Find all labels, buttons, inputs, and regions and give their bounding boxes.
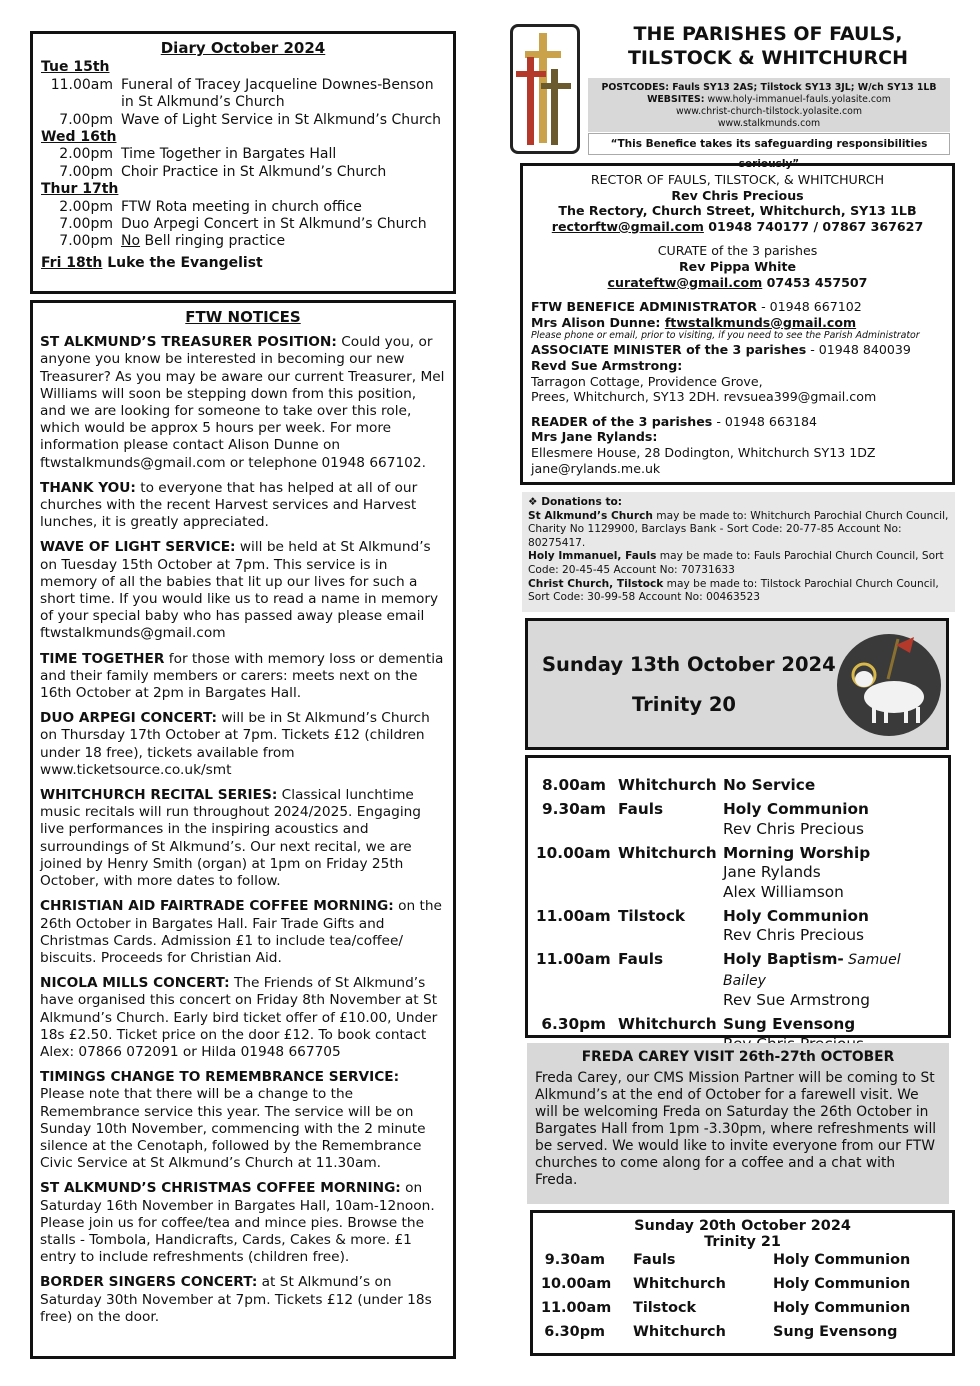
diary-time: 7.00pm — [59, 111, 113, 128]
diary-feast-text: Luke the Evangelist — [102, 254, 263, 271]
service-name: Sung Evensong — [723, 1015, 856, 1033]
freda-visit-box — [527, 1043, 949, 1204]
admin-name: Mrs Alison Dunne: — [531, 314, 665, 330]
admin-title: FTW BENEFICE ADMINISTRATOR — [531, 299, 758, 315]
service-row — [541, 1323, 944, 1341]
sunday20-box — [530, 1210, 955, 1356]
diary-day-label: Thur 17th — [41, 181, 119, 198]
lamb-of-god-icon — [836, 633, 942, 737]
diary-day — [41, 59, 445, 129]
curate-phone: 07453 457507 — [762, 274, 868, 290]
rector-email-link[interactable]: rectorftw@gmail.com — [551, 218, 704, 234]
diary-entry — [41, 199, 445, 216]
diary-time: 11.00am — [50, 76, 113, 93]
parish-title-line2: TILSTOCK & WHITCHURCH — [627, 47, 909, 69]
sunday20-date: Sunday 20th October 2024 — [634, 1218, 851, 1234]
sunday13-services — [525, 755, 951, 1038]
notice-body: will be in St Alkmund’s Church on Thursday 17th October at 7pm. Tickets £12 (children under 18 free), tickets available from www.ticketsource.co.uk/smt — [40, 710, 430, 778]
diary-event: Wave of Light Service in St Alkmund’s Church — [121, 111, 442, 128]
diary-event-no: No — [121, 233, 141, 250]
sunday20-trinity: Trinity 21 — [704, 1234, 781, 1250]
notice-heading: THANK YOU: — [40, 479, 136, 496]
notice-body: for those with memory loss or dementia and their family members or carers: meets next on the 16th October at 2pm in Bargates Hall. — [40, 650, 444, 702]
notice-body: will be held at St Alkmund’s on Tuesday 15th October at 7pm. This service is in memory of all the babies that lit up our lives for such a short time. If you would like us to read a name in memory of your special baby who has passed away please email ftwstalkmunds@gmail.com — [40, 539, 439, 642]
freda-body: Freda Carey, our CMS Mission Partner will be coming to St Alkmund’s at the end of October for a farewell visit. We will be welcoming Freda on Saturday the 26th October in Bargates Hall from 1pm -3.30pm, where refreshments will be served. We would like to invite everyone from our FTW churches to come along for a coffee and a chat with Freda. — [535, 1070, 937, 1188]
freda-title: FREDA CAREY VISIT 26th-27th OCTOBER — [581, 1049, 895, 1065]
notice-heading: TIMINGS CHANGE TO REMEMBRANCE SERVICE: — [40, 1069, 400, 1086]
website-link[interactable]: www.christ-church-tilstock.yolasite.com — [675, 106, 863, 117]
diary-entry — [41, 77, 445, 112]
rector-name: Rev Chris Precious — [671, 187, 804, 203]
service-time: 10.00am — [536, 843, 611, 862]
reader-title: READER of the 3 parishes — [531, 413, 713, 429]
rector-phone: 01948 740177 / 07867 367627 — [703, 218, 924, 234]
notice-heading: NICOLA MILLS CONCERT: — [40, 975, 230, 992]
admin-phone: - 01948 667102 — [757, 299, 862, 315]
service-time: 8.00am — [541, 776, 606, 794]
diary-entry — [41, 146, 445, 163]
notice-item — [40, 898, 446, 967]
reader-name: Mrs Jane Rylands: — [531, 429, 658, 445]
service-row — [536, 800, 940, 839]
service-place: Fauls — [618, 800, 664, 818]
service-name: Holy Communion — [723, 800, 869, 818]
notice-item — [40, 480, 446, 532]
service-place: Fauls — [618, 950, 664, 968]
crosses-logo-icon — [510, 24, 580, 154]
sunday13-trinity: Trinity 20 — [632, 693, 736, 716]
notice-body: on the 26th October in Bargates Hall. Fair Trade Gifts and Christmas Cards. Admission £1 to include tea/coffee/ biscuits. Proceeds for Christian Aid. — [40, 898, 442, 966]
safeguarding-statement: “This Benefice takes its safeguarding responsibilities seriously” — [588, 133, 950, 155]
diary-day — [41, 129, 445, 181]
notice-heading: ST ALKMUND’S TREASURER POSITION: — [40, 334, 337, 351]
donation-item — [528, 578, 949, 605]
notice-item — [40, 1069, 446, 1172]
service-name: Holy Baptism- — [723, 950, 844, 968]
admin-email-link[interactable]: ftwstalkmunds@gmail.com — [664, 314, 857, 330]
service-leader: Alex Williamson — [723, 882, 844, 901]
service-place: Whitchurch — [633, 1324, 726, 1340]
donation-text: may be made to: Whitchurch Parochial Church Council, Charity No 1129900, Barclays Bank - Sort Code: 20-77-85 Account No: 80275417. — [528, 509, 949, 549]
clergy-box — [520, 163, 955, 485]
service-row — [536, 907, 940, 946]
notice-heading: DUO ARPEGI CONCERT: — [40, 710, 218, 727]
curate-name: Rev Pippa White — [678, 258, 797, 274]
diary-event: Bell ringing practice — [140, 233, 286, 250]
diary-entry — [41, 112, 445, 129]
assoc-address: Prees, Whitchurch, SY13 2DH. revsuea399@gmail.com — [531, 389, 877, 405]
service-leader: Rev Chris Precious — [723, 926, 865, 944]
diary-title: Diary October 2024 — [160, 39, 326, 57]
service-place: Tilstock — [633, 1300, 697, 1316]
admin-note: Please phone or email, prior to visiting, if you need to see the Parish Administrator — [531, 330, 920, 342]
sunday13-header — [525, 618, 949, 750]
rector-title: RECTOR OF FAULS, TILSTOCK, & WHITCHURCH — [590, 172, 885, 187]
curate-email-link[interactable]: curateftw@gmail.com — [607, 274, 763, 290]
assoc-phone: - 01948 840039 — [806, 342, 911, 358]
service-place: Whitchurch — [618, 843, 717, 862]
diary-day-label: Tue 15th — [41, 59, 110, 76]
service-row — [541, 1275, 944, 1293]
service-name: Holy Communion — [773, 1300, 911, 1316]
donations-box — [522, 492, 955, 612]
notice-item — [40, 1180, 446, 1266]
service-time: 11.00am — [536, 906, 611, 925]
service-row — [541, 1299, 944, 1317]
diary-time: 7.00pm — [59, 163, 113, 180]
service-place: Whitchurch — [618, 1015, 717, 1033]
diary-time: 2.00pm — [59, 198, 113, 215]
service-place: Whitchurch — [633, 1276, 726, 1292]
website-link[interactable]: www.stalkmunds.com — [717, 118, 821, 129]
notice-body: The Friends of St Alkmund’s have organised this concert on Friday 8th November at St Alkmund’s Church. Early bird ticket offer of £10.00, Under 18s £2.50. Ticket price on the door £12. To book contact Alex: 07866 072091 or Hilda 01948 667705 — [40, 975, 438, 1060]
service-time: 6.30pm — [541, 1015, 606, 1033]
donation-item — [528, 510, 949, 551]
diary-day-label: Wed 16th — [41, 129, 117, 146]
notice-item — [40, 651, 446, 703]
service-time: 9.30am — [544, 1252, 605, 1268]
service-row — [536, 950, 940, 1011]
notice-heading: CHRISTIAN AID FAIRTRADE COFFEE MORNING: — [40, 898, 394, 915]
service-name: Sung Evensong — [773, 1324, 898, 1340]
notice-heading: BORDER SINGERS CONCERT: — [40, 1274, 258, 1291]
diary-time: 7.00pm — [59, 216, 113, 233]
reader-address: Ellesmere House, 28 Dodington, Whitchurch SY13 1DZ — [531, 444, 876, 460]
notice-item — [40, 1274, 446, 1326]
donation-item — [528, 550, 949, 577]
diary-entry — [41, 216, 445, 233]
service-name: Holy Communion — [773, 1276, 911, 1292]
service-time: 10.00am — [541, 1276, 612, 1292]
website-link[interactable]: www.holy-immanuel-fauls.yolasite.com — [704, 94, 891, 105]
diary-feast-day: Fri 18th — [41, 254, 103, 271]
parish-title — [588, 22, 948, 70]
service-row — [536, 776, 940, 796]
donation-church: Holy Immanuel, Fauls — [528, 550, 657, 563]
notice-heading: WAVE OF LIGHT SERVICE: — [40, 539, 236, 556]
diary-event: Duo Arpegi Concert in St Alkmund’s Church — [121, 216, 427, 233]
service-row — [536, 844, 940, 903]
diary-event: FTW Rota meeting in church office — [121, 198, 362, 215]
service-time: 11.00am — [536, 950, 611, 968]
reader-email: jane@rylands.me.uk — [531, 460, 661, 476]
service-time: 11.00am — [541, 1300, 612, 1316]
postcodes-panel — [588, 78, 950, 132]
notice-heading: ST ALKMUND’S CHRISTMAS COFFEE MORNING: — [40, 1180, 401, 1197]
service-name: Morning Worship — [723, 843, 871, 862]
donation-text: may be made to: Fauls Parochial Church Council, Sort Code: 20-45-45 Account No: 70731633 — [528, 550, 944, 576]
diary-day — [41, 181, 445, 251]
service-leader: Rev Chris Precious — [723, 819, 865, 838]
assoc-title: ASSOCIATE MINISTER of the 3 parishes — [531, 342, 807, 358]
service-leader: Rev Sue Armstrong — [723, 991, 871, 1009]
service-row — [541, 1251, 944, 1269]
diary-entry — [41, 233, 445, 250]
service-place: Tilstock — [618, 906, 686, 925]
notice-item — [40, 710, 446, 779]
notice-item — [40, 539, 446, 642]
service-time: 9.30am — [541, 800, 606, 818]
notice-body: Please note that there will be a change to the Remembrance service this year. The service will be on Sunday 10th November, commencing with the 2 minute silence at the Cenotaph, followed by the Remembrance Civic Service at St Alkmund’s Church at 11.30am. — [40, 1086, 426, 1172]
diary-box — [30, 31, 456, 294]
notice-item — [40, 334, 446, 472]
notice-item — [40, 975, 446, 1061]
curate-title: CURATE of the 3 parishes — [657, 243, 818, 259]
websites-label: WEBSITES: — [647, 94, 705, 105]
postcodes: POSTCODES: Fauls SY13 2AS; Tilstock SY13 3JL; W/ch SY13 1LB — [601, 82, 937, 93]
donations-title: Donations to: — [541, 496, 623, 508]
diary-event: Choir Practice in St Alkmund’s Church — [121, 163, 387, 180]
notice-body: to everyone that has helped at all of our churches with the recent Harvest services and Harvest lunches, it is greatly appreciated. — [40, 479, 418, 531]
notice-heading: WHITCHURCH RECITAL SERIES: — [40, 787, 278, 804]
parish-title-line1: THE PARISHES OF FAULS, — [633, 23, 903, 45]
notice-body: on Saturday 16th November in Bargates Hall, 10am-12noon. Please join us for coffee/tea and mince pies. Browse the stalls - Tombola, Handicrafts, Cards, Cakes & more. £1 entry to include refreshments (children free). — [40, 1180, 435, 1266]
diary-event-cont: in St Alkmund’s Church — [121, 94, 285, 111]
notice-body: Classical lunchtime music recitals will run throughout 2024/2025. Engaging live performances in the inspiring acoustics and surroundings of St Alkmund’s. Our next recital, we are joined by Henry Smith (organ) at 1pm on Friday 25th October, with more dates to follow. — [40, 787, 421, 890]
notice-item — [40, 787, 446, 890]
rector-address: The Rectory, Church Street, Whitchurch, SY13 1LB — [558, 203, 917, 219]
diary-entry — [41, 164, 445, 181]
notice-body: Could you, or anyone you know be interested in becoming our new Treasurer? As you may be aware our current Treasurer, Mel Williams will soon be stepping down from this position, and we are looking for someone to take over this role, which would be approx 5 hours per week. For more information please contact Alison Dunne on ftwstalkmunds@gmail.com or telephone 01948 667102. — [40, 334, 445, 471]
service-name: No Service — [723, 776, 816, 794]
service-time: 6.30pm — [544, 1324, 605, 1340]
service-place: Fauls — [633, 1252, 676, 1268]
service-leader: Jane Rylands — [723, 863, 821, 881]
notice-body: at St Alkmund’s on Saturday 30th November at 7pm. Tickets £12 (under 18s free) on the door. — [40, 1274, 432, 1325]
donation-text: may be made to: Tilstock Parochial Church Council, Sort Code: 30-99-58 Account No: 00463523 — [528, 577, 939, 604]
diary-time: 2.00pm — [59, 146, 113, 163]
notice-heading: TIME TOGETHER — [40, 650, 165, 667]
diary-event: Funeral of Tracey Jacqueline Downes-Benson — [121, 76, 434, 93]
diary-feast — [41, 255, 445, 272]
donation-church: Christ Church, Tilstock — [528, 577, 664, 590]
assoc-name: Revd Sue Armstrong: — [531, 357, 683, 373]
sunday13-date: Sunday 13th October 2024 — [542, 653, 836, 676]
notices-title: FTW NOTICES — [185, 308, 301, 326]
diamond-bullet-icon: ❖ — [528, 496, 542, 508]
service-place: Whitchurch — [618, 776, 717, 794]
service-name: Holy Communion — [773, 1252, 911, 1268]
diary-time: 7.00pm — [59, 233, 113, 250]
service-name: Holy Communion — [723, 906, 869, 925]
donation-church: St Alkmund’s Church — [528, 509, 653, 522]
assoc-address: Tarragon Cottage, Providence Grove, — [531, 373, 763, 389]
notices-box — [30, 300, 456, 1359]
reader-phone: - 01948 663184 — [712, 413, 818, 429]
baptism-candidate: Samuel Bailey — [723, 952, 901, 989]
diary-event: Time Together in Bargates Hall — [121, 146, 337, 163]
